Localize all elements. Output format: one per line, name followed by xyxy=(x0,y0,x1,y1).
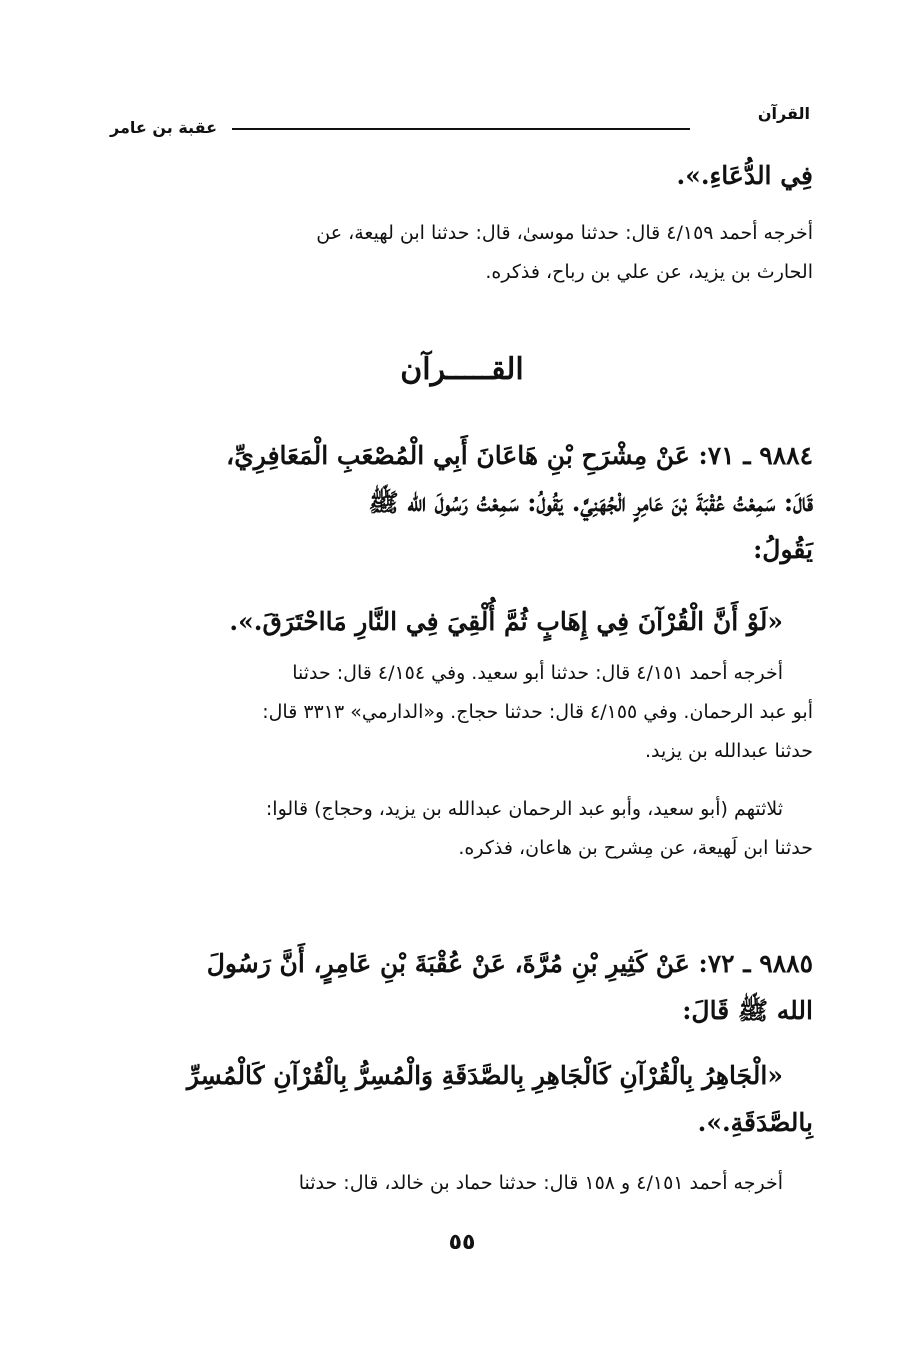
hadith-line: ٩٨٨٥ ـ ٧٢: عَنْ كَثِيرِ بْنِ مُرَّةَ، عَنْ عُقْبَةَ بْنِ عَامِرٍ، أَنَّ رَسُولَ xyxy=(206,949,813,978)
takhrij-previous xyxy=(108,214,813,292)
page-number: ٥٥ xyxy=(448,1230,476,1255)
matn-line: بِالصَّدَقَةِ.». xyxy=(697,1108,813,1137)
hadith-71-matn: «لَوْ أَنَّ الْقُرْآنَ فِي إِهَابٍ ثُمَّ أُلْقِيَ فِي النَّارِ مَااحْتَرَقَ.». xyxy=(229,607,783,636)
header-rule xyxy=(232,128,690,130)
running-header-narrator: عقبة بن عامر xyxy=(110,118,218,137)
takhrij-line: أخرجه أحمد ٤/١٥١ و ١٥٨ قال: حدثنا حماد بن خالد، قال: حدثنا xyxy=(298,1172,783,1194)
takhrij-71-para2 xyxy=(108,790,813,868)
hadith-72 xyxy=(108,940,813,1034)
continuation-text: فِي الدُّعَاءِ.». xyxy=(676,161,813,190)
hadith-72-matn xyxy=(108,1052,813,1146)
chapter-title: القـــــرآن xyxy=(400,352,524,387)
hadith-line: ٩٨٨٤ ـ ٧١: عَنْ مِشْرَحِ بْنِ هَاعَانَ أَبِي الْمُصْعَبِ الْمَعَافِرِيِّ، xyxy=(226,441,813,470)
matn-line: «الْجَاهِرُ بِالْقُرْآنِ كَالْجَاهِرِ بِالصَّدَقَةِ وَالْمُسِرُّ بِالْقُرْآنِ كَالْمُسِرِّ xyxy=(186,1061,783,1090)
hadith-line: الله ﷺ قَالَ: xyxy=(682,996,813,1025)
takhrij-71-para1 xyxy=(108,654,813,771)
takhrij-72 xyxy=(108,1164,813,1203)
takhrij-line: أخرجه أحمد ٤/١٥١ قال: حدثنا أبو سعيد. وفي ٤/١٥٤ قال: حدثنا xyxy=(292,662,783,684)
takhrij-line: حدثنا ابن لَهيعة، عن مِشرح بن هاعان، فذكره. xyxy=(458,837,813,859)
running-header-section: القرآن xyxy=(757,104,810,123)
hadith-71 xyxy=(108,432,813,573)
hadith-line: قَالَ: سَمِعْتُ عُقْبَةَ بْنَ عَامِرٍ الْجُهَنِيَّ. يَقُولُ: سَمِعْتُ رَسُولَ الله ﷺ xyxy=(368,488,813,517)
takhrij-line: حدثنا عبدالله بن يزيد. xyxy=(644,740,813,762)
takhrij-line: أبو عبد الرحمان. وفي ٤/١٥٥ قال: حدثنا حجاج. و«الدارمي» ٣٣١٣ قال: xyxy=(262,701,813,723)
takhrij-line: الحارث بن يزيد، عن علي بن رباح، فذكره. xyxy=(485,261,813,283)
takhrij-line: ثلاثتهم (أبو سعيد، وأبو عبد الرحمان عبدالله بن يزيد، وحجاج) قالوا: xyxy=(265,798,783,820)
hadith-line: يَقُولُ: xyxy=(753,535,813,564)
takhrij-line: أخرجه أحمد ٤/١٥٩ قال: حدثنا موسىٰ، قال: حدثنا ابن لهيعة، عن xyxy=(316,222,813,244)
